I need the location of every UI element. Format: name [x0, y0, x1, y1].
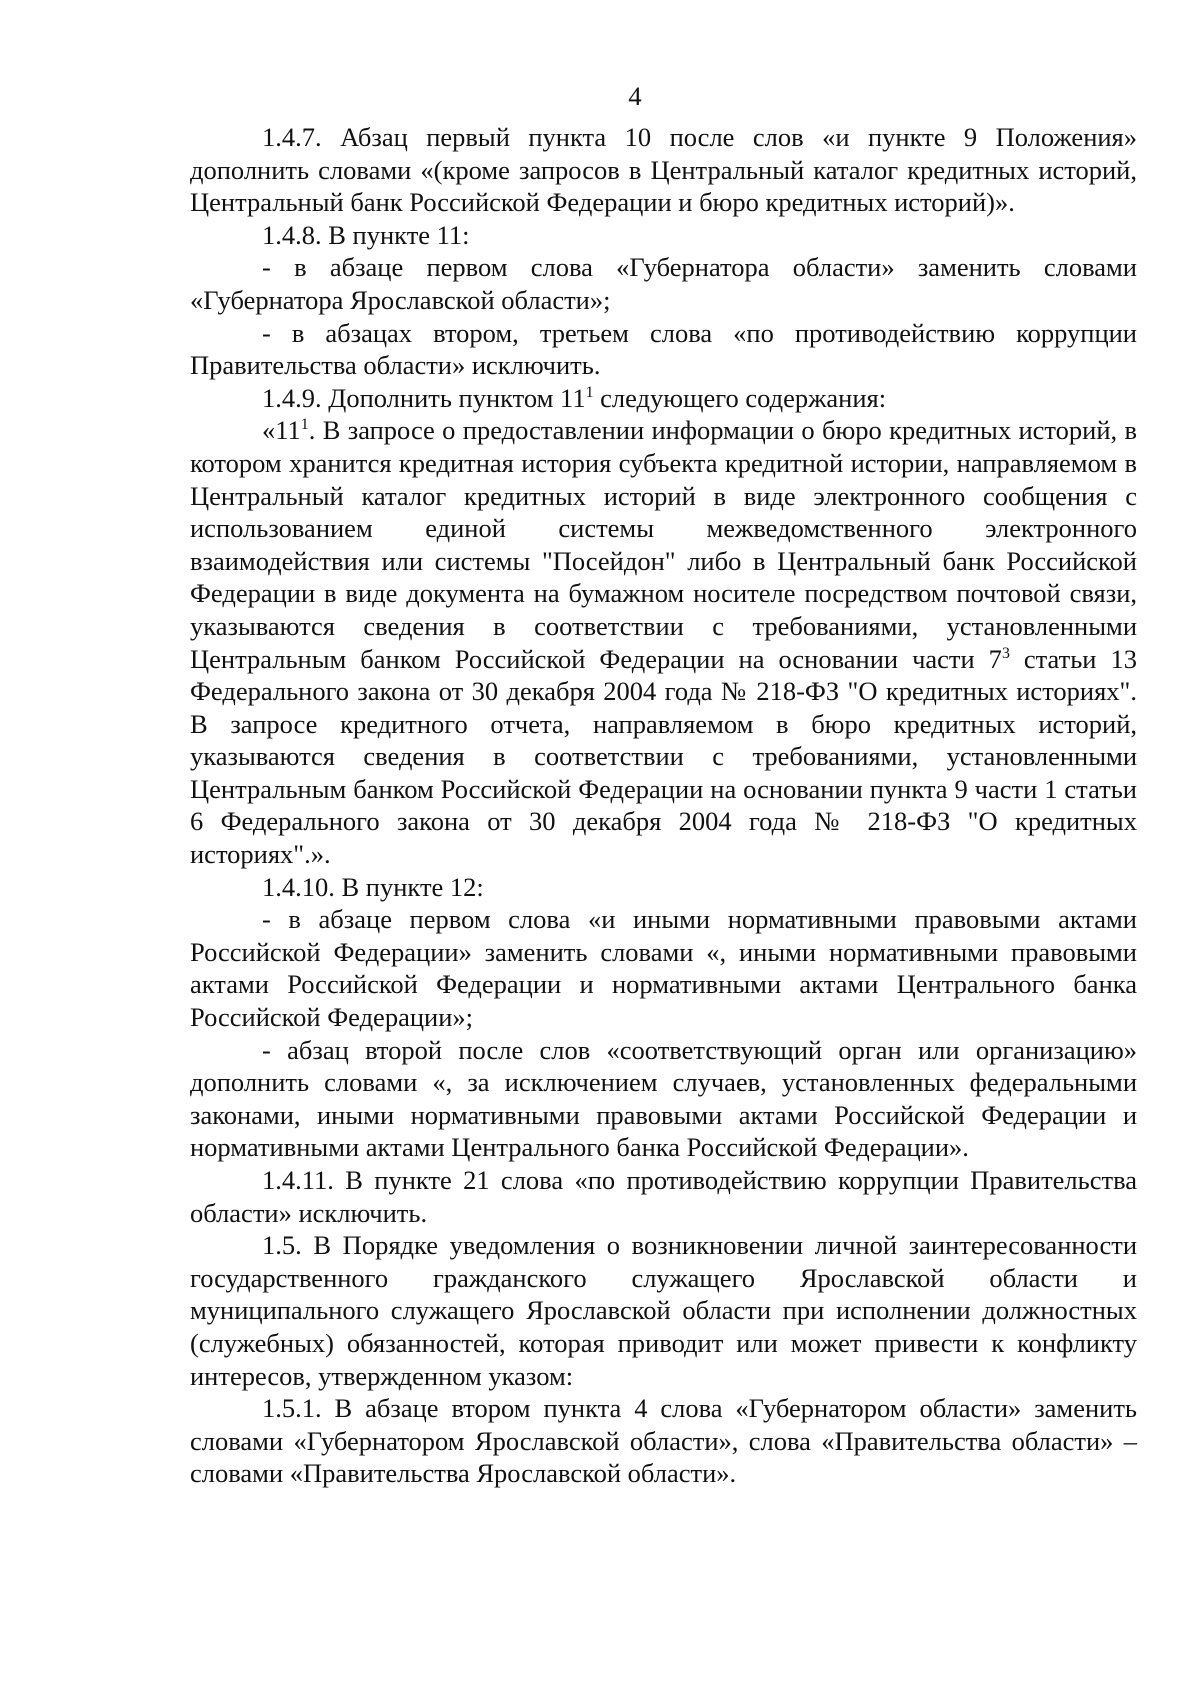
superscript: 3 — [1001, 644, 1010, 662]
paragraph-1-4-8-first: - в абзаце первом слова «Губернатора области» заменить словами «Губернатора Ярославской области»; — [190, 252, 1137, 315]
paragraph-1-4-8-second: - в абзацах втором, третьем слова «по противодействию коррупции Правительства области» исключить. — [190, 317, 1137, 381]
paragraph-1-4-9-text: 1.4.9. Дополнить пунктом 11 — [262, 382, 586, 413]
paragraph-1-4-7: 1.4.7. Абзац первый пункта 10 после слов «и пункте 9 Положения» дополнить словами «(кроме запросов в Центральный каталог кредитных историй, Центральный банк Российской Федерации и бюро кредитных историй)». — [190, 122, 1137, 218]
paragraph-11-1-tail: статьи 13 Федерального закона от 30 декабря 2004 года № 218-ФЗ "О кредитных историях". В запросе кредитного отчета, направляемом в бюро кредитных историй, указываются сведения в соответствии с требованиями, установленными Центральным банком Российской Федерации на основании пункта 9 части 1 статьи 6 Федерального закона от 30 декабря 2004 года № 218-ФЗ "О кредитных историях".». — [190, 643, 1137, 870]
paragraph-1-4-11: 1.4.11. В пункте 21 слова «по противодействию коррупции Правительства области» исключить. — [190, 1165, 1137, 1228]
paragraph-1-4-10: 1.4.10. В пункте 12: — [262, 871, 484, 902]
superscript: 1 — [585, 383, 594, 401]
paragraph-11-1-lead: «11 — [262, 415, 301, 446]
paragraph-1-4-8: 1.4.8. В пункте 11: — [262, 219, 470, 250]
paragraph-1-5: 1.5. В Порядке уведомления о возникновении личной заинтересованности государственного гражданского служащего Ярославской области и муниципального служащего Ярославской области при исполнении должностных (служебных) обязанностей, которая приводит или может привести к конфликту интересов, утвержденном указом: — [190, 1230, 1137, 1391]
paragraph-11-1 — [190, 414, 1137, 870]
page-number: 4 — [628, 81, 642, 111]
superscript: 1 — [300, 416, 309, 434]
paragraph-11-1-body: . В запросе о предоставлении информации о бюро кредитных историй, в котором хранится кредитная история субъекта кредитной истории, направляемом в Центральный каталог кредитных историй в виде электронного сообщения с использованием единой системы межведомственного электронного взаимодействия или системы "Посейдон" либо в Центральный банк Российской Федерации в виде документа на бумажном носителе посредством почтовой связи, указываются сведения в соответствии с требованиями, установленными Центральным банком Российской Федерации на основании части 7 — [190, 415, 1137, 674]
paragraph-1-4-9 — [190, 382, 1137, 415]
paragraph-1-4-10-second: - абзац второй после слов «соответствующий орган или организацию» дополнить словами «, за исключением случаев, установленных федеральными законами, иными нормативными правовыми актами Российской Федерации и нормативными актами Центрального банка Российской Федерации». — [190, 1034, 1137, 1163]
paragraph-1-4-10-first: - в абзаце первом слова «и иными нормативными правовыми актами Российской Федерации» заменить словами «, иными нормативными правовыми актами Российской Федерации и нормативными актами Центрального банка Российской Федерации»; — [190, 904, 1137, 1033]
paragraph-1-4-9-tail: следующего содержания: — [593, 382, 887, 413]
document-body — [190, 121, 1137, 1490]
paragraph-1-5-1: 1.5.1. В абзаце втором пункта 4 слова «Губернатором области» заменить словами «Губернатором Ярославской области», слова «Правительства области» – словами «Правительства Ярославской области». — [190, 1393, 1137, 1489]
